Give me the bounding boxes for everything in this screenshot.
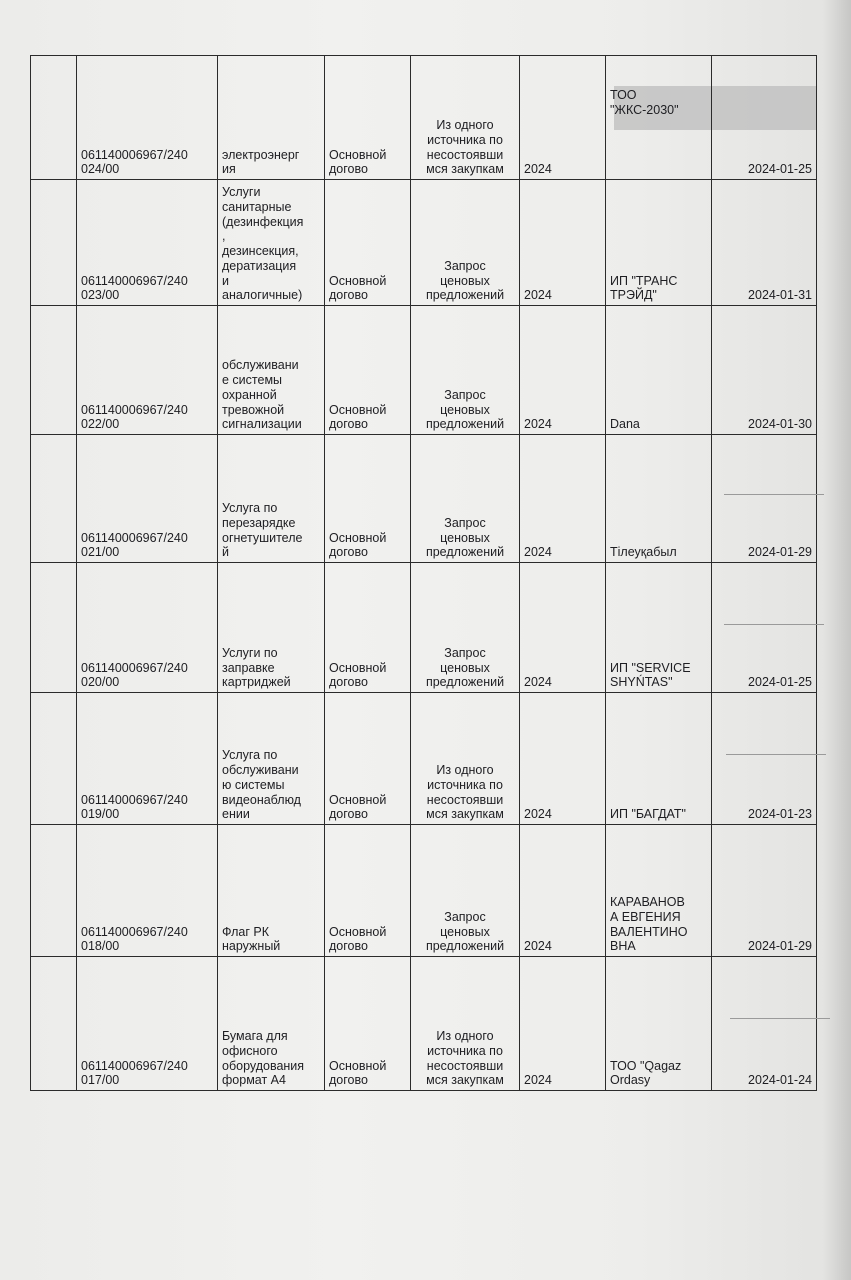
cell-id: 061140006967/240 023/00: [77, 180, 218, 306]
cell-name: Услуга по перезарядке огнетушителе й: [218, 435, 325, 563]
table-row: [31, 957, 817, 1091]
cell-supplier: ИП "ТРАНС ТРЭЙД": [606, 180, 712, 306]
cell-id: 061140006967/240 019/00: [77, 693, 218, 825]
cell-year: 2024: [520, 957, 606, 1091]
row-number-cell: [31, 693, 77, 825]
table-row: [31, 825, 817, 957]
cell-type: Основной догово: [325, 825, 411, 957]
cell-supplier: ИП "БАГДАТ": [606, 693, 712, 825]
cell-method: Из одного источника по несостоявши мся закупкам: [411, 693, 520, 825]
cell-method: Запрос ценовых предложений: [411, 563, 520, 693]
cell-type: Основной догово: [325, 435, 411, 563]
row-number-cell: [31, 435, 77, 563]
cell-date: 2024-01-23: [712, 693, 817, 825]
cell-name: обслуживани е системы охранной тревожной сигнализации: [218, 306, 325, 435]
cell-id: 061140006967/240 017/00: [77, 957, 218, 1091]
date-overline: [726, 754, 826, 755]
cell-supplier: ТОО "ЖКС-2030": [606, 56, 712, 180]
cell-supplier: ТОО "Qagaz Ordasy: [606, 957, 712, 1091]
date-overline: [724, 494, 824, 495]
cell-method: Запрос ценовых предложений: [411, 825, 520, 957]
cell-type: Основной догово: [325, 180, 411, 306]
cell-type: Основной догово: [325, 957, 411, 1091]
date-overline: [730, 1018, 830, 1019]
cell-year: 2024: [520, 693, 606, 825]
cell-year: 2024: [520, 180, 606, 306]
table-row: [31, 435, 817, 563]
cell-id: 061140006967/240 018/00: [77, 825, 218, 957]
cell-supplier: КАРАВАНОВ А ЕВГЕНИЯ ВАЛЕНТИНО ВНА: [606, 825, 712, 957]
row-number-cell: [31, 180, 77, 306]
cell-year: 2024: [520, 825, 606, 957]
cell-year: 2024: [520, 56, 606, 180]
row-number-cell: [31, 56, 77, 180]
cell-year: 2024: [520, 435, 606, 563]
cell-name: Бумага для офисного оборудования формат А4: [218, 957, 325, 1091]
table-row: [31, 693, 817, 825]
cell-type: Основной догово: [325, 306, 411, 435]
cell-supplier: Dana: [606, 306, 712, 435]
cell-date: 2024-01-30: [712, 306, 817, 435]
cell-id: 061140006967/240 020/00: [77, 563, 218, 693]
cell-name: Услуги по заправке картриджей: [218, 563, 325, 693]
row-number-cell: [31, 306, 77, 435]
cell-method: Запрос ценовых предложений: [411, 306, 520, 435]
table-row: [31, 180, 817, 306]
cell-date: 2024-01-31: [712, 180, 817, 306]
table-row: [31, 563, 817, 693]
row-number-cell: [31, 957, 77, 1091]
cell-type: Основной догово: [325, 693, 411, 825]
cell-id: 061140006967/240 024/00: [77, 56, 218, 180]
cell-method: Из одного источника по несостоявши мся закупкам: [411, 957, 520, 1091]
cell-type: Основной догово: [325, 563, 411, 693]
date-overline: [724, 624, 824, 625]
cell-supplier: ИП "SERVICE SHYŃTAS": [606, 563, 712, 693]
cell-date: 2024-01-25: [712, 563, 817, 693]
cell-id: 061140006967/240 021/00: [77, 435, 218, 563]
row-number-cell: [31, 563, 77, 693]
cell-date: 2024-01-29: [712, 825, 817, 957]
cell-name: Услуга по обслуживани ю системы видеонаблюд ении: [218, 693, 325, 825]
cell-date: 2024-01-29: [712, 435, 817, 563]
cell-name: электроэнерг ия: [218, 56, 325, 180]
cell-date: 2024-01-24: [712, 957, 817, 1091]
cell-method: Из одного источника по несостоявши мся закупкам: [411, 56, 520, 180]
row-number-cell: [31, 825, 77, 957]
cell-year: 2024: [520, 563, 606, 693]
table-row: [31, 56, 817, 180]
page-edge-shadow: [823, 0, 851, 1280]
cell-name: Флаг РК наружный: [218, 825, 325, 957]
table-row: [31, 306, 817, 435]
cell-type: Основной догово: [325, 56, 411, 180]
cell-date: 2024-01-25: [712, 56, 817, 180]
cell-supplier: Тілеуқабыл: [606, 435, 712, 563]
cell-id: 061140006967/240 022/00: [77, 306, 218, 435]
cell-name: Услуги санитарные (дезинфекция , дезинсекция, дератизация и аналогичные): [218, 180, 325, 306]
cell-method: Запрос ценовых предложений: [411, 180, 520, 306]
procurement-register-table: [30, 55, 817, 1091]
cell-year: 2024: [520, 306, 606, 435]
cell-method: Запрос ценовых предложений: [411, 435, 520, 563]
